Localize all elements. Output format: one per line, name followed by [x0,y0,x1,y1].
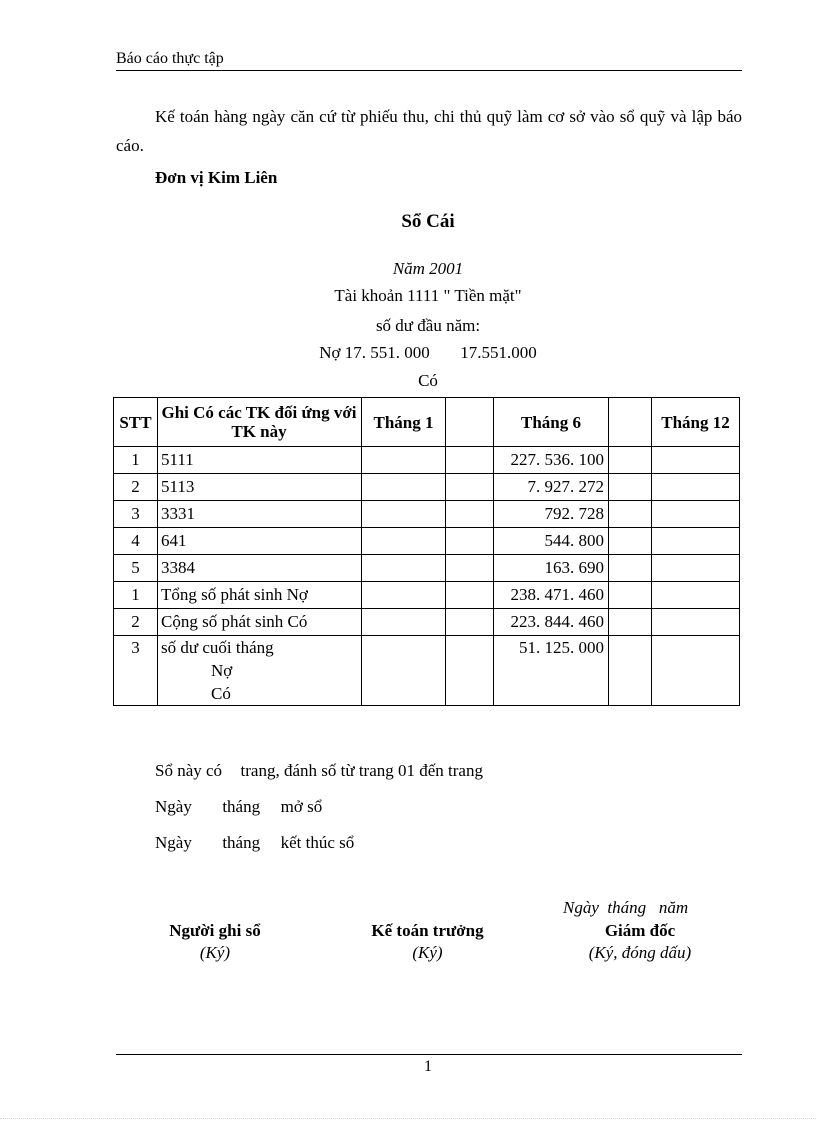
row-month6: 238. 471. 460 [494,582,609,609]
row-blank-1 [446,555,494,582]
recorder-hint: (Ký) [199,943,231,962]
row-account: 5113 [158,474,362,501]
row-blank-1 [446,582,494,609]
row-blank-1 [446,474,494,501]
row-blank-1 [446,447,494,474]
header-divider [116,70,742,71]
closing-month12 [652,636,740,706]
opening-debit-label: Nợ 17. 551. 000 [319,343,430,362]
row-month12 [652,447,740,474]
row-blank-1 [446,528,494,555]
ledger-year: Năm 2001 [392,259,464,278]
ledger-account: Tài khoản 1111 " Tiền mặt" [334,286,522,305]
row-blank-2 [609,474,652,501]
row-account: 3331 [158,501,362,528]
signature-date-line: Ngày tháng năm [563,898,689,917]
table-row [114,474,740,501]
row-month6: 223. 844. 460 [494,609,609,636]
ledger-header-row [114,398,740,447]
director-role: Giám đốc [604,921,676,940]
page-header-title: Báo cáo thực tập [116,50,224,67]
row-blank-2 [609,528,652,555]
page-count-note [155,761,483,781]
row-stt: 1 [114,582,158,609]
row-month12 [652,501,740,528]
close-day-label: Ngày [155,833,192,852]
row-stt: 3 [114,501,158,528]
opening-debit-line [0,343,816,363]
open-date-note [155,797,322,817]
header-month6: Tháng 6 [494,398,609,447]
table-row [114,582,740,609]
signature-chief-accountant [345,920,510,964]
row-month12 [652,582,740,609]
row-month1 [362,501,446,528]
chief-accountant-role: Kế toán trưởng [371,921,484,940]
row-blank-2 [609,582,652,609]
row-stt: 1 [114,447,158,474]
table-row [114,609,740,636]
row-month1 [362,447,446,474]
opening-credit-label: Có [418,371,438,390]
row-stt: 4 [114,528,158,555]
row-month12 [652,474,740,501]
ledger-table [113,397,740,706]
director-hint: (Ký, đóng dấu) [588,943,692,962]
row-month12 [652,528,740,555]
header-account: Ghi Có các TK đối ứng với TK này [158,398,362,447]
close-date-note [155,833,354,853]
row-month1 [362,609,446,636]
header-blank-2 [609,398,652,447]
page-count-prefix: Sổ này có [155,761,223,780]
table-row [114,555,740,582]
table-row [114,501,740,528]
row-month6: 163. 690 [494,555,609,582]
row-account: Cộng số phát sinh Có [158,609,362,636]
signature-recorder [135,920,295,964]
closing-balance-row [114,636,740,706]
row-blank-2 [609,555,652,582]
closing-blank-2 [609,636,652,706]
row-stt: 5 [114,555,158,582]
open-month-label: tháng [222,797,261,816]
ledger-title: Sổ Cái [401,211,455,232]
row-month6: 7. 927. 272 [494,474,609,501]
unit-name: Đơn vị Kim Liên [155,168,278,187]
table-row [114,447,740,474]
closing-debit-label: Nợ [211,661,233,680]
chief-accountant-hint: (Ký) [412,943,443,962]
row-account: Tổng số phát sinh Nợ [158,582,362,609]
row-month1 [362,582,446,609]
header-month1: Tháng 1 [362,398,446,447]
close-text: kết thúc sổ [280,833,355,852]
closing-month6: 51. 125. 000 [494,636,609,706]
opening-debit-value: 17.551.000 [460,343,537,362]
row-month6: 544. 800 [494,528,609,555]
row-account: 3384 [158,555,362,582]
header-stt: STT [114,398,158,447]
table-row [114,528,740,555]
closing-month1 [362,636,446,706]
closing-stt: 3 [114,636,158,706]
row-stt: 2 [114,474,158,501]
page-number: 1 [424,1058,432,1075]
closing-account-cell [158,636,362,706]
close-month-label: tháng [222,833,261,852]
row-blank-1 [446,609,494,636]
row-month1 [362,528,446,555]
row-blank-2 [609,501,652,528]
signature-director [560,920,720,964]
row-month6: 792. 728 [494,501,609,528]
page-count-suffix: trang, đánh số từ trang 01 đến trang [240,761,483,780]
row-month12 [652,555,740,582]
row-month1 [362,555,446,582]
intro-paragraph: Kế toán hàng ngày căn cứ từ phiếu thu, chi thủ quỹ làm cơ sở vào sổ quỹ và lập báo cáo. [116,107,742,155]
row-blank-1 [446,501,494,528]
row-blank-2 [609,609,652,636]
row-account: 641 [158,528,362,555]
row-blank-2 [609,447,652,474]
footer-divider [116,1054,742,1055]
open-text: mở sổ [280,797,323,816]
closing-credit-label: Có [211,684,231,703]
closing-label: số dư cuối tháng [161,638,274,657]
opening-balance-label: số dư đầu năm: [375,316,481,335]
row-stt: 2 [114,609,158,636]
recorder-role: Người ghi sổ [169,921,261,940]
closing-blank-1 [446,636,494,706]
row-month1 [362,474,446,501]
header-blank-1 [446,398,494,447]
row-account: 5111 [158,447,362,474]
page-bottom-border [0,1118,816,1119]
header-month12: Tháng 12 [652,398,740,447]
row-month12 [652,609,740,636]
open-day-label: Ngày [155,797,192,816]
row-month6: 227. 536. 100 [494,447,609,474]
